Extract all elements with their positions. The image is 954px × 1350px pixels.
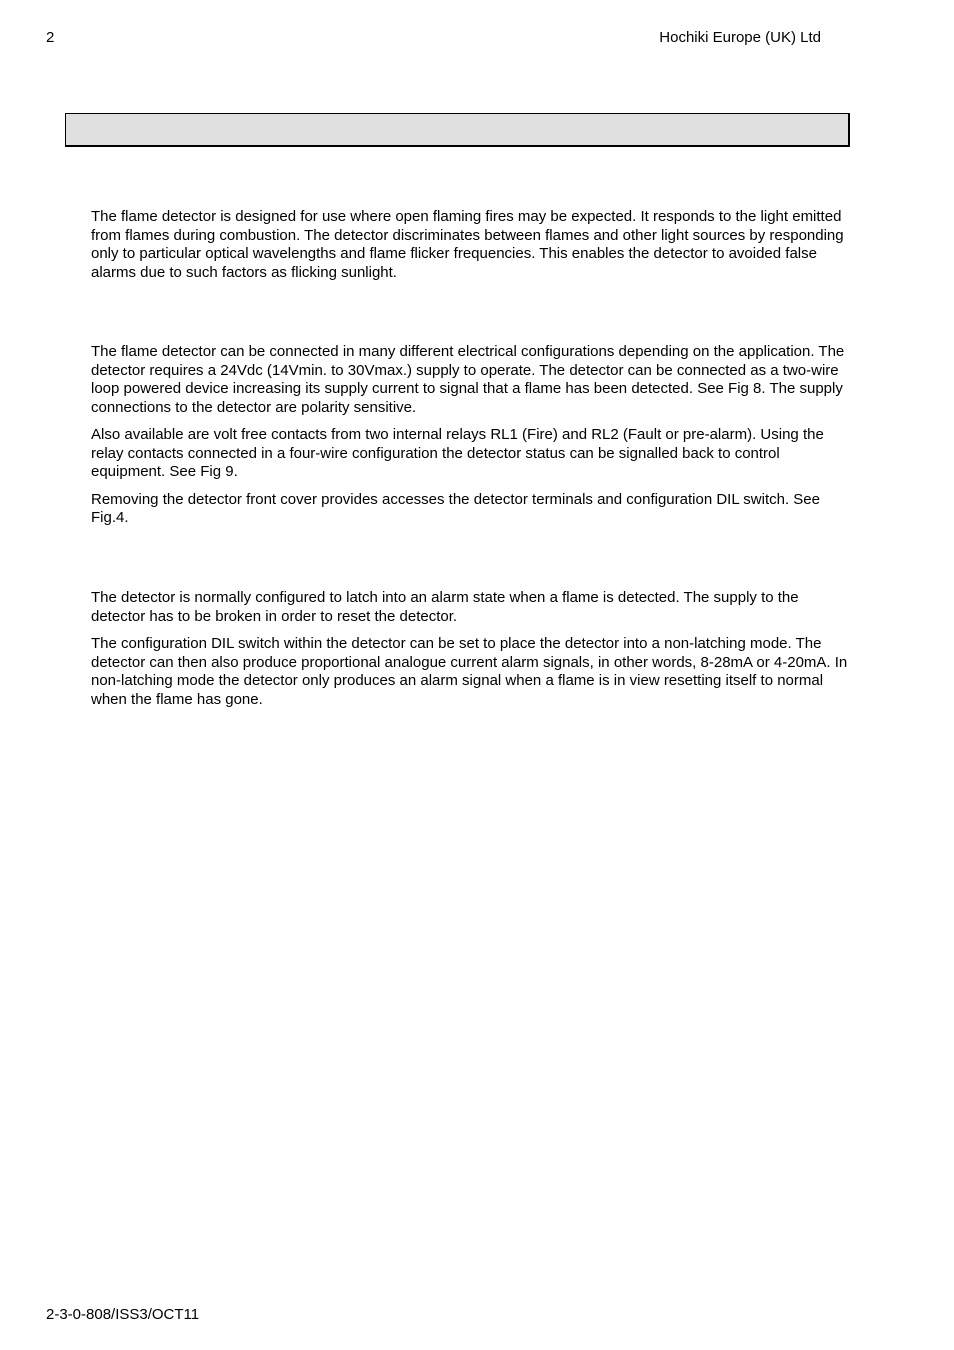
paragraph: The flame detector is designed for use where open flaming fires may be expected. It responds to the light emitted from flames during combustion. The detector discriminates between flames and other light sources by responding only to particular optical wavelengths and flame flicker frequencies. This enables the detector to avoided false alarms due to such factors as flicking sunlight. [91, 208, 844, 281]
section-latching-mode [91, 589, 851, 709]
paragraph: The configuration DIL switch within the detector can be set to place the detector into a non-latching mode. The detector can then also produce proportional analogue current alarm signals, in other words, 8-28mA or 4-20mA. In non-latching mode the detector only produces an alarm signal when a flame is in view resetting itself to normal when the flame has gone. [91, 635, 848, 708]
document-reference: 2-3-0-808/ISS3/OCT11 [46, 1306, 200, 1323]
paragraph: The detector is normally configured to latch into an alarm state when a flame is detected. The supply to the detector has to be broken in order to reset the detector. [91, 589, 799, 625]
paragraph: The flame detector can be connected in many different electrical configurations depending on the application. The detector requires a 24Vdc (14Vmin. to 30Vmax.) supply to operate. The detector can be connected as a two-wire loop powered device increasing its supply current to signal that a flame has been detected. See Fig 8. The supply connections to the detector are polarity sensitive. [91, 343, 845, 416]
section-description [91, 208, 851, 282]
section-heading-bar [65, 113, 850, 147]
paragraph: Also available are volt free contacts from two internal relays RL1 (Fire) and RL2 (Fault or pre-alarm). Using the relay contacts connected in a four-wire configuration the detector status can be signalled back to control equipment. See Fig 9. [91, 426, 824, 480]
paragraph: Removing the detector front cover provides accesses the detector terminals and configuration DIL switch. See Fig.4. [91, 490, 820, 526]
company-name: Hochiki Europe (UK) Ltd [659, 29, 821, 46]
page-number: 2 [46, 29, 55, 46]
section-electrical-connections [91, 343, 851, 528]
